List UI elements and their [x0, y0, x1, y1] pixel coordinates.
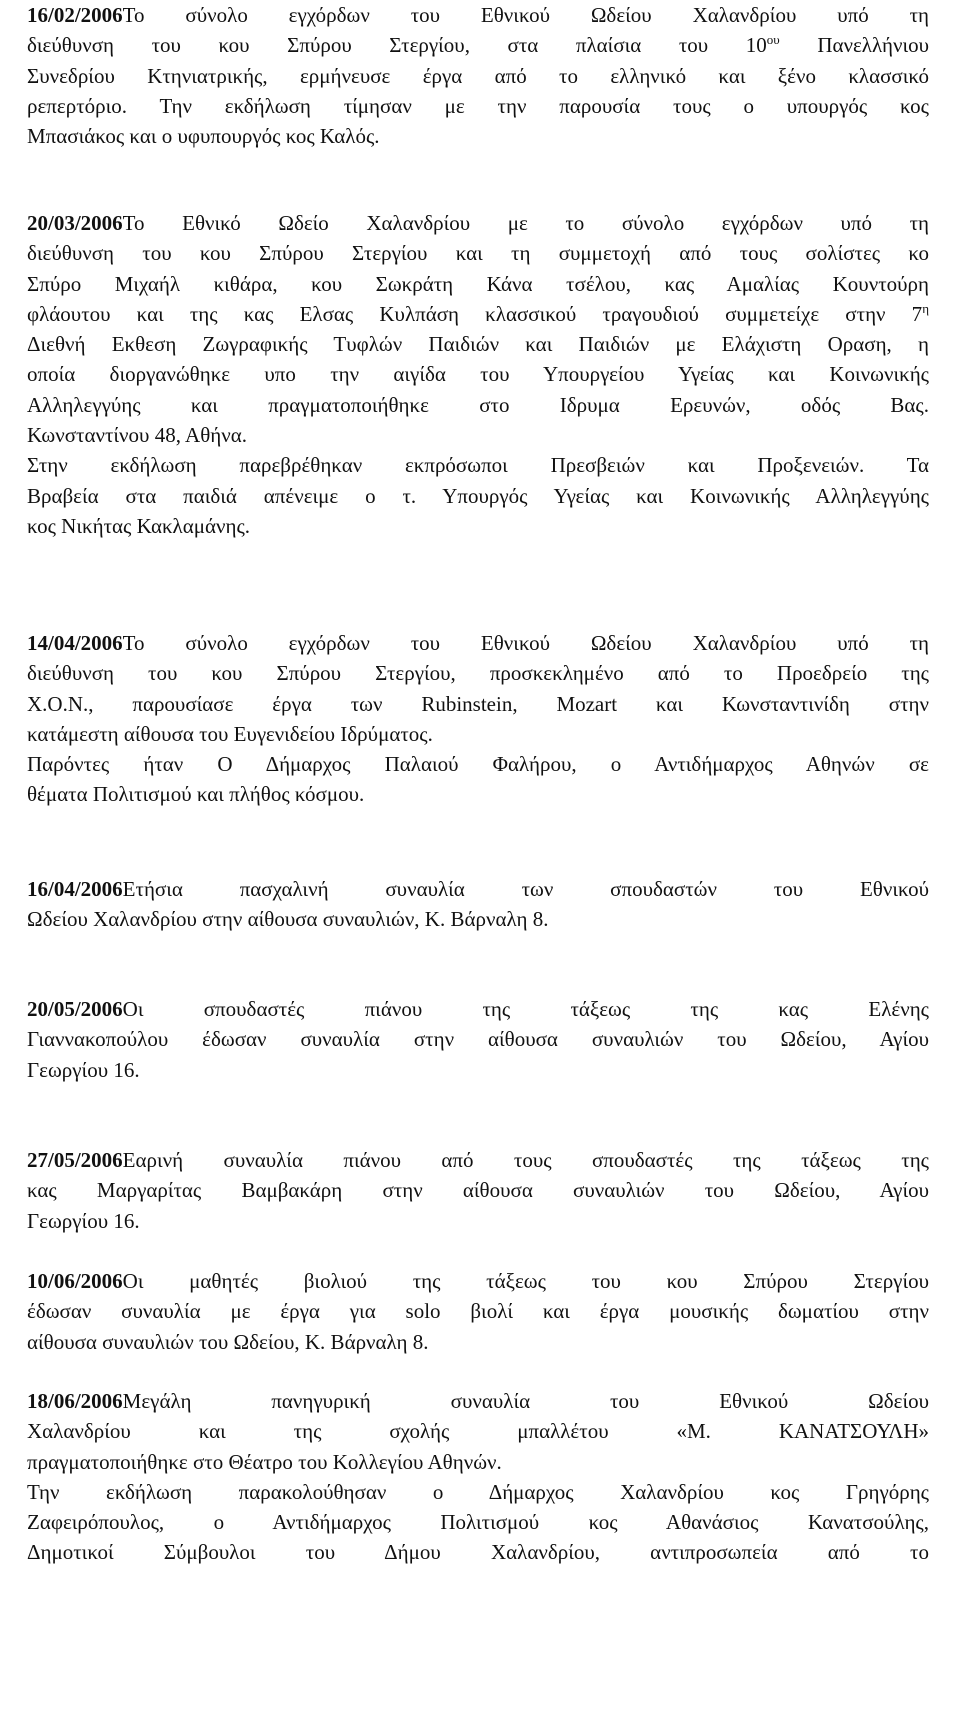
text-line: Βραβεία στα παιδιά απένειμε ο τ. Υπουργός Υγείας και Κοινωνικής Αλληλεγγύης [27, 483, 929, 508]
text-line: Γεωργίου 16. [27, 1208, 140, 1233]
text-line: κος Νικήτας Κακλαμάνης. [27, 513, 251, 538]
text-line [27, 628, 929, 658]
event-text: Το σύνολο εγχόρδων του Εθνικού Ωδείου Χαλανδρίου υπό τη [122, 3, 929, 27]
text-line: Γεωργίου 16. [27, 1057, 140, 1082]
text-line [27, 208, 929, 238]
text-line: διεύθυνση του κου Σπύρου Στεργίου, προσκεκλημένο από το Προεδρείο της [27, 661, 929, 686]
text-line: Δημοτικοί Σύμβουλοι του Δήμου Χαλανδρίου, αντιπροσωπεία από το [27, 1540, 929, 1565]
text-line: Σπύρο Μιχαήλ κιθάρα, κου Σωκράτη Κάνα τσέλου, κας Αμαλίας Κουντούρη [27, 271, 929, 296]
event-date: 18/06/2006 [27, 1389, 123, 1413]
event-date: 20/05/2006 [27, 997, 123, 1021]
text-line: Χαλανδρίου και της σχολής μπαλλέτου «Μ. ΚΑΝΑΤΣΟΥΛΗ» [27, 1419, 929, 1444]
text-line: Κωνσταντίνου 48, Αθήνα. [27, 423, 247, 448]
text-line [27, 30, 929, 60]
text-line: Χ.Ο.Ν., παρουσίασε έργα των Rubinstein, Mozart και Κωνσταντινίδη στην [27, 691, 929, 716]
event-date: 16/02/2006 [27, 3, 123, 27]
event-text: Μεγάλη πανηγυρική συναυλία του Εθνικού Ωδείου [122, 1389, 929, 1413]
event-date: 20/03/2006 [27, 211, 123, 235]
text-line: Ωδείου Χαλανδρίου στην αίθουσα συναυλιών, Κ. Βάρναλη 8. [27, 907, 549, 932]
text-line: Ζαφειρόπουλος, ο Αντιδήμαρχος Πολιτισμού κος Αθανάσιος Κανατσούλης, [27, 1510, 929, 1535]
event-text: διεύθυνση του κου Σπύρου Στεργίου, στα πλαίσια του 10 [27, 33, 767, 58]
event-entry [27, 208, 929, 541]
text-line: διεύθυνση του κου Σπύρου Στεργίου και τη συμμετοχή από τους σολίστες κο [27, 241, 929, 266]
text-line: ρεπερτόριο. Την εκδήλωση τίμησαν με την παρουσία τους ο υπουργός κος [27, 93, 929, 118]
event-entry [27, 1266, 929, 1357]
text-line: έδωσαν συναυλία με έργα για solo βιολί και έργα μουσικής δωματίου στην [27, 1299, 929, 1324]
event-date: 10/06/2006 [27, 1269, 123, 1293]
event-text: Το σύνολο εγχόρδων του Εθνικού Ωδείου Χαλανδρίου υπό τη [122, 631, 929, 655]
text-line: πραγματοποιήθηκε στο Θέατρο του Κολλεγίου Αθηνών. [27, 1449, 502, 1474]
event-text: Εαρινή συναυλία πιάνου από τους σπουδαστές της τάξεως της [122, 1148, 929, 1172]
event-text: Οι μαθητές βιολιού της τάξεως του κου Σπύρου Στεργίου [122, 1269, 929, 1293]
event-entry [27, 1145, 929, 1236]
event-text: Ετήσια πασχαλινή συναυλία των σπουδαστών του Εθνικού [122, 877, 929, 901]
event-entry [27, 628, 929, 810]
event-date: 16/04/2006 [27, 877, 123, 901]
text-line [27, 874, 929, 904]
text-line: Στην εκδήλωση παρεβρέθηκαν εκπρόσωποι Πρεσβειών και Προξενειών. Τα [27, 453, 929, 478]
text-line: Αλληλεγγύης και πραγματοποιήθηκε στο Ιδρυμα Ερευνών, οδός Βας. [27, 392, 929, 417]
text-line: Συνεδρίου Κτηνιατρικής, ερμήνευσε έργα από το ελληνικό και ξένο κλασσικό [27, 63, 929, 88]
event-text: Το Εθνικό Ωδείο Χαλανδρίου με το σύνολο εγχόρδων υπό τη [122, 211, 929, 235]
event-text: Οι σπουδαστές πιάνου της τάξεως της κας Ελένης [122, 997, 929, 1021]
text-line: Παρόντες ήταν Ο Δήμαρχος Παλαιού Φαλήρου, ο Αντιδήμαρχος Αθηνών σε [27, 752, 929, 777]
text-line: κας Μαργαρίτας Βαμβακάρη στην αίθουσα συναυλιών του Ωδείου, Αγίου [27, 1178, 929, 1203]
event-entry [27, 874, 929, 935]
text-line: Την εκδήλωση παρακολούθησαν ο Δήμαρχος Χαλανδρίου κος Γρηγόρης [27, 1479, 929, 1504]
event-date: 27/05/2006 [27, 1148, 123, 1172]
event-text: φλάουτου και της κας Ελσας Κυλπάση κλασσικού τραγουδιού συμμετείχε στην 7 [27, 301, 923, 326]
text-line [27, 994, 929, 1024]
ordinal-suffix: η [922, 300, 929, 316]
event-entry [27, 1386, 929, 1568]
text-line: αίθουσα συναυλιών του Ωδείου, Κ. Βάρναλη 8. [27, 1329, 429, 1354]
text-line: οποία διοργανώθηκε υπο την αιγίδα του Υπουργείου Υγείας και Κοινωνικής [27, 362, 929, 387]
text-line: θέματα Πολιτισμού και πλήθος κόσμου. [27, 782, 365, 807]
text-line [27, 1145, 929, 1175]
event-date: 14/04/2006 [27, 631, 123, 655]
text-line: Διεθνή Εκθεση Ζωγραφικής Τυφλών Παιδιών και Παιδιών με Ελάχιστη Οραση, η [27, 332, 929, 357]
text-line [27, 1386, 929, 1416]
text-line: Μπασιάκος και ο υφυπουργός κος Καλός. [27, 124, 380, 149]
event-entry [27, 994, 929, 1085]
text-line [27, 299, 929, 329]
text-line [27, 0, 929, 30]
event-entry [27, 0, 929, 151]
text-line: κατάμεστη αίθουσα του Ευγενιδείου Ιδρύματος. [27, 721, 433, 746]
ordinal-suffix: ου [766, 32, 780, 48]
text-line: Γιαννακοπούλου έδωσαν συναυλία στην αίθουσα συναυλιών του Ωδείου, Αγίου [27, 1027, 929, 1052]
text-line [27, 1266, 929, 1296]
event-text: Πανελλήνιου [817, 33, 930, 58]
